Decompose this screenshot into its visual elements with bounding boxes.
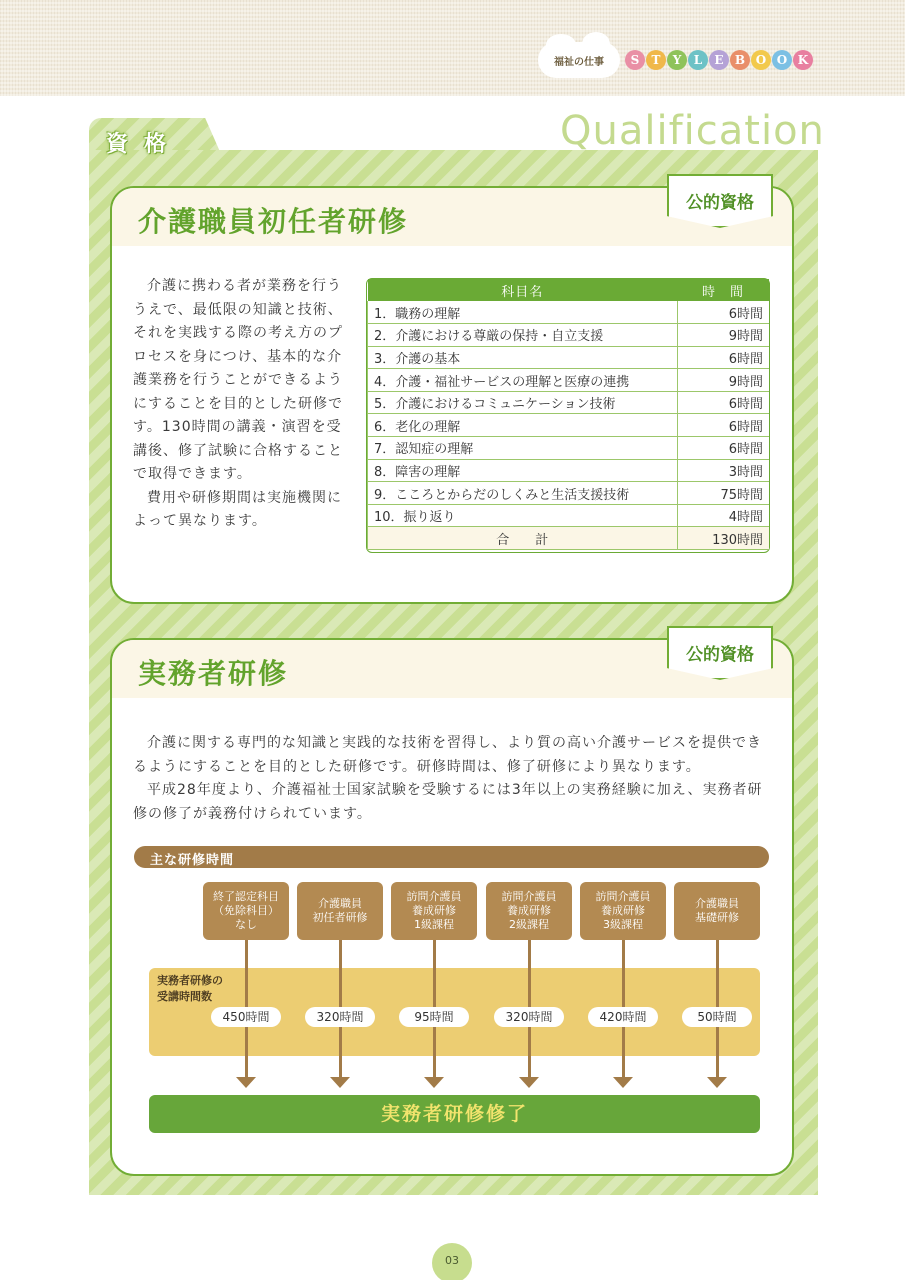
subject-cell: 1．職務の理解 — [368, 301, 678, 324]
table-row — [368, 391, 770, 414]
flow-arrow — [707, 1077, 727, 1088]
brand-letter: T — [646, 50, 666, 70]
flow-arrow — [330, 1077, 350, 1088]
hours-cell: 3時間 — [677, 459, 769, 482]
course-box — [297, 882, 383, 940]
total-hours: 130時間 — [677, 527, 769, 550]
hours-cell: 6時間 — [677, 437, 769, 460]
brand-letter: Y — [667, 50, 687, 70]
course-label: 訪問介護員 養成研修 1級課程 — [406, 890, 462, 931]
table-row — [368, 437, 770, 460]
course-box — [580, 882, 666, 940]
card1-badge-label: 公的資格 — [686, 193, 754, 213]
hours-cell: 6時間 — [677, 391, 769, 414]
brand-letter: L — [688, 50, 708, 70]
course-label: 訪問介護員 養成研修 3級課程 — [595, 890, 651, 931]
subject-cell: 3．介護の基本 — [368, 346, 678, 369]
course-hours-pill: 320時間 — [305, 1007, 375, 1027]
hours-band-label — [157, 973, 223, 1005]
hours-cell: 9時間 — [677, 369, 769, 392]
brand-letters — [624, 50, 813, 70]
section-tab-label: 資格 — [106, 132, 183, 157]
hours-cell: 6時間 — [677, 301, 769, 324]
course-hours-pill: 420時間 — [588, 1007, 658, 1027]
page-number: 03 — [432, 1243, 472, 1280]
course-label: 介護職員 基礎研修 — [695, 897, 739, 924]
training-hours-heading — [134, 846, 769, 868]
flow-arrow — [613, 1077, 633, 1088]
card1-description — [133, 275, 351, 534]
table-row — [368, 301, 770, 324]
course-box — [674, 882, 760, 940]
brand-logo — [538, 42, 813, 78]
subject-cell: 4．介護・福祉サービスの理解と医療の連携 — [368, 369, 678, 392]
card1-title: 介護職員初任者研修 — [138, 205, 409, 238]
training-hours-heading-label: 主な研修時間 — [150, 853, 235, 868]
subject-column-header: 科目名 — [368, 279, 678, 301]
hours-cell: 6時間 — [677, 346, 769, 369]
hours-band-label-line: 受講時間数 — [157, 990, 212, 1003]
hours-cell: 9時間 — [677, 324, 769, 347]
hours-column-header: 時 間 — [677, 279, 769, 301]
subject-cell: 5．介護におけるコミュニケーション技術 — [368, 391, 678, 414]
subject-cell: 6．老化の理解 — [368, 414, 678, 437]
brand-letter: O — [751, 50, 771, 70]
brand-prefix: 福祉の仕事 — [554, 56, 604, 68]
course-hours-pill: 320時間 — [494, 1007, 564, 1027]
subject-cell: 9．こころとからだのしくみと生活支援技術 — [368, 482, 678, 505]
table-total-row — [368, 527, 770, 550]
subject-cell: 2．介護における尊厳の保持・自立支援 — [368, 324, 678, 347]
hours-cell: 4時間 — [677, 504, 769, 527]
paragraph: 平成28年度より、介護福祉士国家試験を受験するには3年以上の実務経験に加え、実務者研修の修了が義務付けられています。 — [133, 782, 763, 822]
subject-cell: 10．振り返り — [368, 504, 678, 527]
course-label: 終了認定科目 （免除科目） なし — [213, 890, 279, 931]
table-row — [368, 459, 770, 482]
course-box — [203, 882, 289, 940]
brand-letter: S — [625, 50, 645, 70]
brand-letter: O — [772, 50, 792, 70]
card2-badge-label: 公的資格 — [686, 645, 754, 665]
completion-bar: 実務者研修修了 — [149, 1095, 760, 1133]
table-row — [368, 369, 770, 392]
table-row — [368, 324, 770, 347]
course-hours-pill: 50時間 — [682, 1007, 752, 1027]
brand-letter: B — [730, 50, 750, 70]
table-row — [368, 482, 770, 505]
card2-description — [133, 732, 773, 826]
table-row — [368, 414, 770, 437]
card2-title: 実務者研修 — [138, 657, 289, 690]
course-hours-pill: 450時間 — [211, 1007, 281, 1027]
brand-letter: E — [709, 50, 729, 70]
subject-cell: 7．認知症の理解 — [368, 437, 678, 460]
section-english-title: Qualification — [560, 108, 825, 154]
course-hours-pill: 95時間 — [399, 1007, 469, 1027]
course-box — [391, 882, 477, 940]
total-label: 合 計 — [368, 527, 678, 550]
table-row — [368, 346, 770, 369]
paragraph: 介護に関する専門的な知識と実践的な技術を習得し、より質の高い介護サービスを提供できるようにすることを目的とした研修です。研修時間は、修了研修により異なります。 — [133, 735, 762, 775]
flow-arrow — [236, 1077, 256, 1088]
brand-letter: K — [793, 50, 813, 70]
subject-cell: 8．障害の理解 — [368, 459, 678, 482]
table-row — [368, 504, 770, 527]
course-label: 訪問介護員 養成研修 2級課程 — [501, 890, 557, 931]
course-box — [486, 882, 572, 940]
paragraph: 費用や研修期間は実施機関によって異なります。 — [133, 489, 342, 529]
paragraph: 介護に携わる者が業務を行ううえで、最低限の知識と技術、それを実践する際の考え方のプロセスを身につけ、基本的な介護業務を行うことができるようにすることを目的とした研修です。130時間の講義・演習を受講後、修了試験に合格することで取得できます。 — [133, 278, 343, 482]
brand-cloud — [538, 42, 620, 78]
table-header-row — [368, 279, 770, 301]
flow-arrow — [519, 1077, 539, 1088]
hours-band-label-line: 実務者研修の — [157, 974, 223, 987]
curriculum-table — [367, 279, 769, 550]
course-label: 介護職員 初任者研修 — [312, 897, 368, 924]
hours-cell: 6時間 — [677, 414, 769, 437]
hours-cell: 75時間 — [677, 482, 769, 505]
flow-arrow — [424, 1077, 444, 1088]
